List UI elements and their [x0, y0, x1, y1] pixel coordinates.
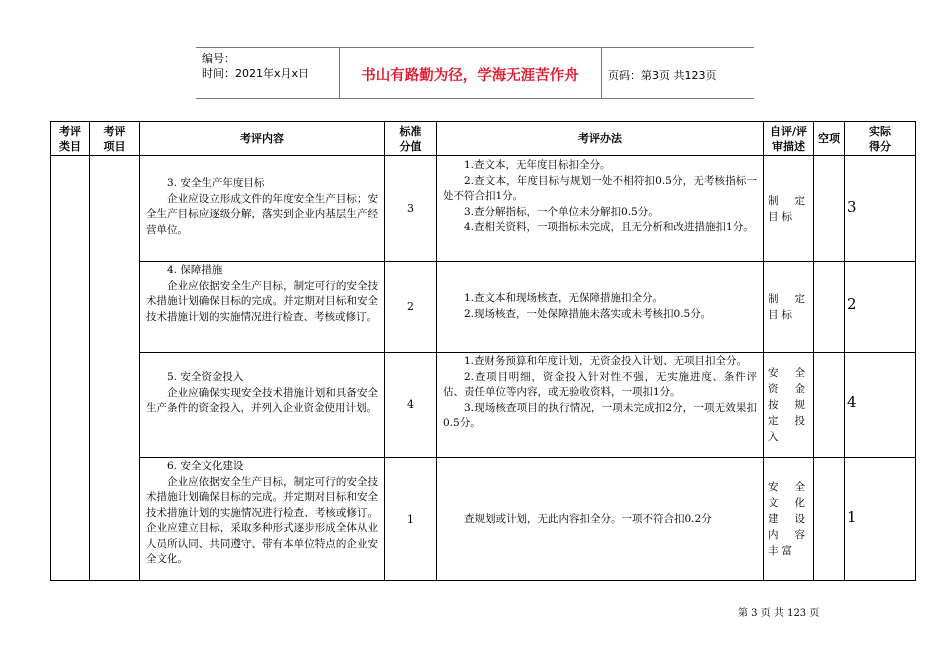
header-item: [90, 122, 139, 155]
header-text: 考评办法: [578, 132, 622, 145]
item-description: 企业应依据安全生产目标，制定可行的安全技术措施计划确保目标的完成。并定期对目标和安全技术措施计划的实施情况进行检查、考核或修订。: [146, 279, 378, 323]
header-text: 考评内容: [240, 132, 284, 145]
method-line: 3.查分解指标，一个单位未分解扣0.5分。: [464, 205, 659, 218]
item-title: 6. 安全文化建设: [167, 460, 244, 472]
grid-line: [813, 122, 814, 580]
self-evaluation-text: 制定目标: [768, 293, 808, 321]
header-text: 标准: [399, 124, 422, 138]
evaluation-method: [437, 354, 763, 432]
header-actual: [845, 122, 915, 155]
header-content: [140, 122, 384, 155]
evaluation-method: [437, 512, 763, 528]
motto: 书山有路勤为径，学海无涯苦作舟: [361, 68, 579, 84]
number-label: 编号：: [202, 52, 235, 65]
grid-line: [89, 122, 90, 580]
table-row-content: [140, 263, 384, 325]
table-row-content: [140, 176, 384, 238]
header-self-eval: [764, 122, 813, 155]
standard-score: 3: [407, 202, 414, 215]
actual-score: 4: [847, 393, 857, 411]
header-empty-item: [814, 122, 844, 155]
item-title: 3. 安全生产年度目标: [167, 177, 265, 189]
method-line: 2.查项目明细，资金投入针对性不强，无实施进度、条件评估、责任单位等内容，或无验收资料，一项扣1分。: [443, 370, 757, 398]
header-text: 空项: [818, 132, 840, 145]
header-category: [51, 122, 89, 155]
header-text: 考评: [59, 124, 81, 138]
self-evaluation-text: 安全资金按规定投入: [768, 367, 808, 443]
method-line: 3.现场核查项目的执行情况，一项未完成扣2分，一项无效果扣0.5分。: [443, 401, 757, 429]
actual-score: 1: [847, 508, 857, 526]
table-row-content: [140, 459, 384, 568]
method-line: 2.查文本，年度目标与规划一处不相符扣0.5分，无考核指标一处不符合扣1分。: [443, 174, 757, 202]
header-text: 自评/评: [769, 124, 808, 138]
table-row-content: [140, 370, 384, 417]
header-text: 审描述: [772, 139, 805, 153]
self-evaluation: [764, 353, 812, 457]
item-description: 企业应依据安全生产目标，制定可行的安全技术措施计划确保目标的完成。并定期对目标和安全技术措施计划的实施情况进行检查、考核或修订。企业应建立目标，采取多种形式逐步形成全体从业人员所认同、共同遵守、带有本单位特点的企业安全文化。: [146, 475, 378, 565]
method-line: 2.现场核查，一处保障措施未落实或未考核扣0.5分。: [464, 307, 712, 320]
header-text: 类目: [59, 139, 81, 153]
standard-score: 1: [407, 513, 414, 526]
document-header: [196, 47, 754, 99]
self-evaluation: [764, 156, 812, 261]
header-text: 得分: [869, 139, 891, 153]
standard-score: 2: [407, 300, 414, 313]
self-evaluation: [764, 262, 812, 352]
method-line: 4.查相关资料，一项指标未完成，且无分析和改进措施扣1分。: [464, 221, 754, 233]
method-line: 1.查文本和现场核查，无保障措施扣全分。: [464, 292, 664, 304]
item-title: 4. 保障措施: [167, 264, 223, 276]
header-text: 考评: [103, 124, 126, 138]
header-text: 实际: [869, 124, 891, 138]
header-method: [437, 122, 763, 155]
method-line: 1.查财务预算和年度计划，无资金投入计划、无项目扣全分。: [464, 355, 748, 367]
item-description: 企业应确保实现安全技术措施计划和具备安全生产条件的资金投入，并列入企业资金使用计划。: [146, 386, 378, 414]
actual-score: 3: [847, 198, 857, 216]
self-evaluation-text: 制定目标: [768, 194, 808, 223]
header-score: [385, 122, 436, 155]
time-label: 时间：2021年x月x日: [202, 67, 310, 80]
header-text: 分值: [399, 139, 422, 153]
page-info: 页码：第3页 共123页: [608, 69, 717, 82]
standard-score: 4: [407, 398, 414, 411]
method-line: 1.查文本，无年度目标扣全分。: [464, 159, 611, 171]
evaluation-method: [437, 291, 763, 322]
header-text: 项目: [103, 139, 126, 153]
method-line: 查规划或计划，无此内容扣全分。一项不符合扣0.2分: [464, 513, 712, 525]
item-description: 企业应设立形成文件的年度安全生产目标；安全生产目标应逐级分解，落实到企业内基层生产经营单位。: [146, 192, 378, 236]
self-evaluation: [764, 458, 812, 580]
page-footer: 第 3 页 共 123 页: [738, 608, 820, 619]
evaluation-table: [50, 121, 916, 581]
evaluation-method: [437, 158, 763, 236]
self-evaluation-text: 安全文化建设内容丰富: [768, 481, 808, 557]
item-title: 5. 安全资金投入: [167, 371, 244, 383]
actual-score: 2: [847, 295, 857, 313]
header-motto-cell: [339, 48, 602, 98]
header-meta-cell: [196, 48, 340, 98]
header-page-cell: [602, 48, 754, 98]
